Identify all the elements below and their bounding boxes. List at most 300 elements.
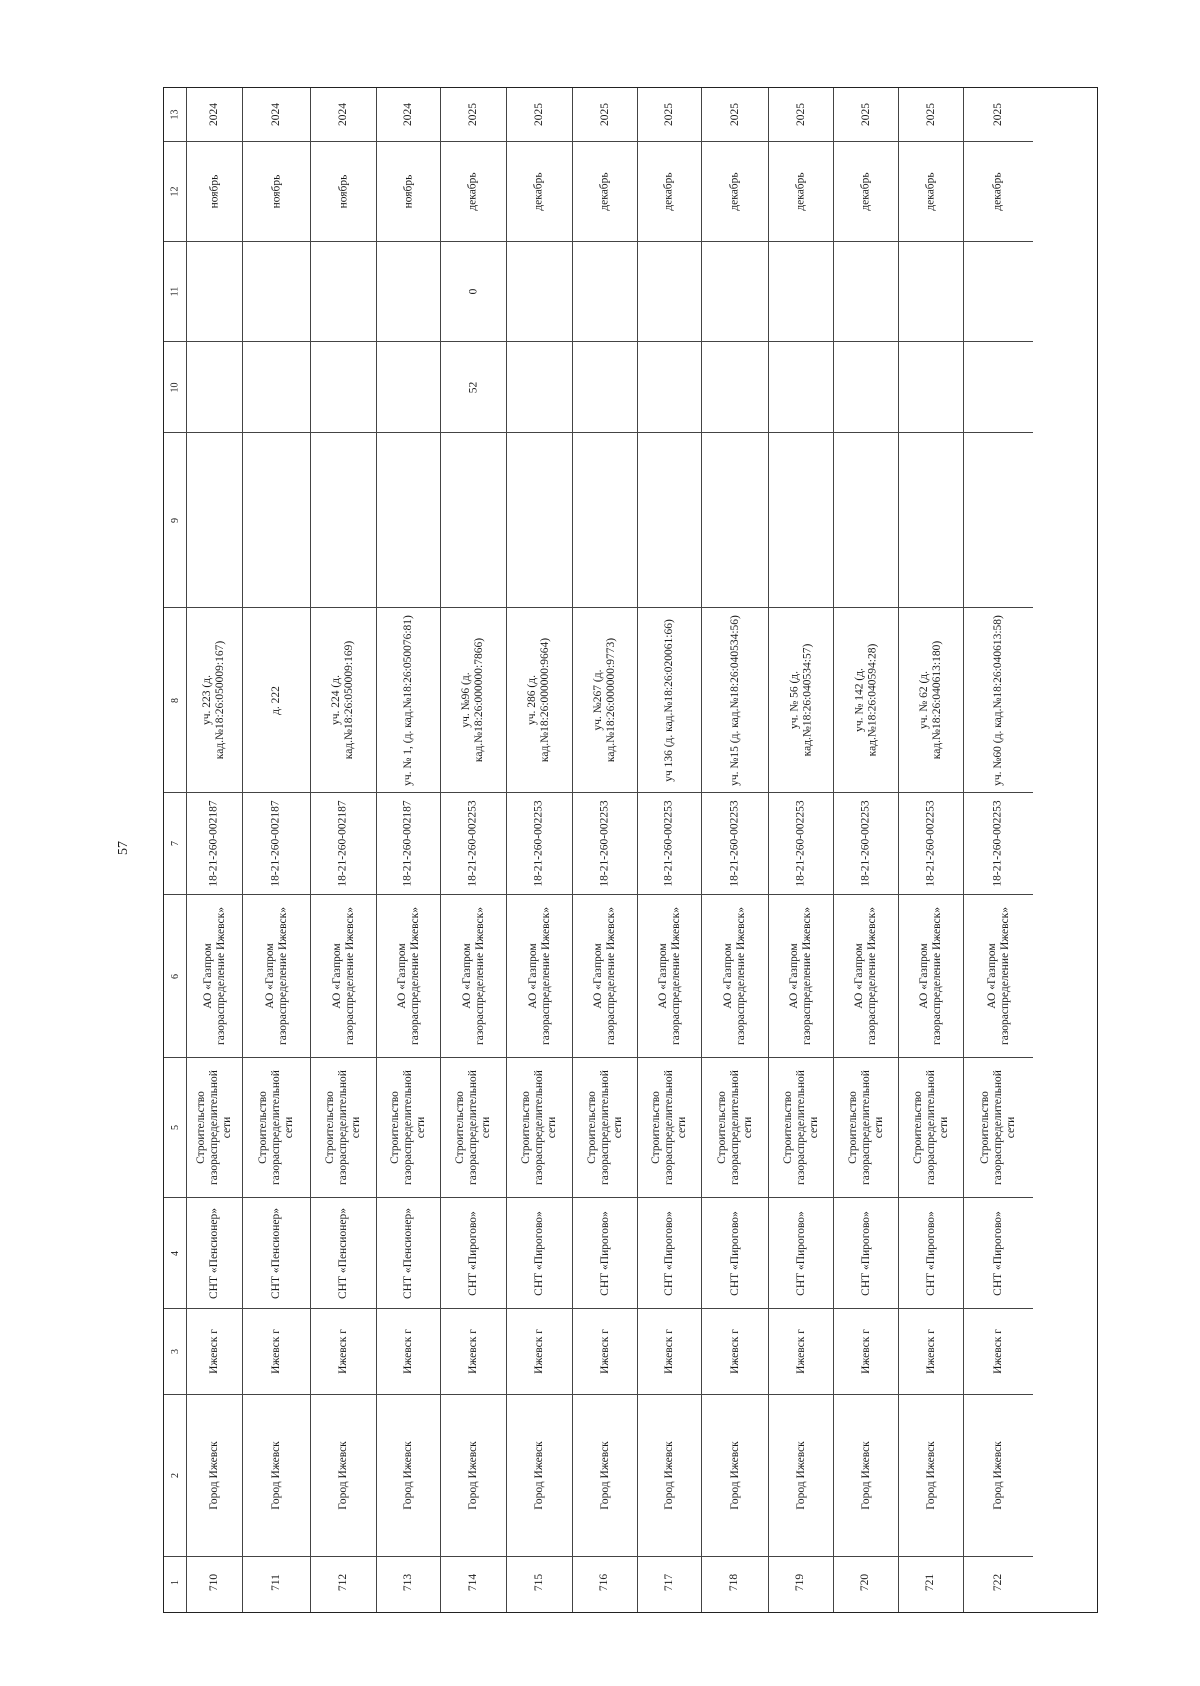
- col-locality-cell: [441, 1308, 506, 1394]
- col-year-text: 2025: [598, 103, 611, 126]
- col-municipality-text: Город Ижевск: [728, 1441, 741, 1510]
- col-plot-cell: [769, 607, 833, 792]
- col-work-text: 5: [169, 1125, 181, 1130]
- col-municipality-text: Город Ижевск: [794, 1441, 807, 1510]
- col-9-cell: [164, 432, 186, 607]
- col-municipality-text: Город Ижевск: [924, 1441, 937, 1510]
- col-work-text: Строительство газораспределительной сети: [715, 1070, 754, 1185]
- col-plot-text: д. 222: [269, 685, 282, 715]
- col-municipality-text: Город Ижевск: [663, 1441, 676, 1510]
- col-11-cell: [441, 241, 506, 341]
- table-row: [898, 88, 963, 1612]
- col-month-text: декабрь: [794, 172, 807, 211]
- col-organization-cell: [702, 894, 768, 1057]
- col-locality-cell: [834, 1308, 898, 1394]
- col-locality-text: Ижевск г: [794, 1329, 807, 1374]
- col-11-cell: [638, 241, 701, 341]
- col-permit-text: 18-21-260-002253: [663, 800, 675, 887]
- col-month-cell: [899, 141, 963, 241]
- col-year-text: 13: [169, 109, 181, 120]
- col-9-cell: [702, 432, 768, 607]
- col-plot-cell: [638, 607, 701, 792]
- col-11-cell: [164, 241, 186, 341]
- col-snt-text: 4: [169, 1250, 181, 1256]
- col-permit-cell: [243, 792, 310, 894]
- col-year-text: 2025: [859, 103, 872, 126]
- col-snt-text: СНТ «Пирогово»: [859, 1210, 872, 1296]
- col-locality-cell: [899, 1308, 963, 1394]
- col-locality-text: Ижевск г: [598, 1329, 611, 1374]
- table-row: [637, 88, 701, 1612]
- col-plot-cell: [899, 607, 963, 792]
- col-plot-cell: [377, 607, 440, 792]
- col-plot-text: уч. № 56 (д. кад.№18:26:040534:57): [788, 643, 814, 757]
- col-plot-cell: [573, 607, 637, 792]
- col-organization-text: АО «Газпром газораспределение Ижевск»: [330, 907, 356, 1045]
- col-month-text: декабрь: [924, 172, 937, 211]
- col-organization-text: АО «Газпром газораспределение Ижевск»: [395, 907, 421, 1045]
- col-month-cell: [769, 141, 833, 241]
- col-plot-text: уч. №60 (д. кад.№18:26:040613:58): [992, 614, 1005, 786]
- col-work-cell: [702, 1057, 768, 1197]
- col-snt-text: СНТ «Пирогово»: [728, 1210, 741, 1296]
- col-11-text: 0: [467, 288, 479, 295]
- col-work-cell: [243, 1057, 310, 1197]
- col-11-cell: [187, 241, 242, 341]
- col-snt-text: СНТ «Пирогово»: [467, 1210, 479, 1296]
- col-locality-text: Ижевск г: [269, 1329, 282, 1374]
- col-plot-cell: [834, 607, 898, 792]
- col-9-cell: [573, 432, 637, 607]
- col-9-cell: [507, 432, 572, 607]
- col-permit-text: 18-21-260-002187: [270, 800, 282, 887]
- col-number-cell: [769, 1556, 833, 1608]
- col-municipality-text: Город Ижевск: [337, 1441, 350, 1510]
- col-organization-text: 6: [169, 973, 181, 979]
- col-month-cell: [187, 141, 242, 241]
- col-municipality-cell: [164, 1394, 186, 1556]
- table-row: [833, 88, 898, 1612]
- col-10-cell: [769, 341, 833, 432]
- col-10-cell: [441, 341, 506, 432]
- col-month-cell: [834, 141, 898, 241]
- col-10-cell: [702, 341, 768, 432]
- col-locality-cell: [702, 1308, 768, 1394]
- header-row: [164, 88, 186, 1612]
- col-snt-text: СНТ «Пирогово»: [598, 1210, 611, 1296]
- col-11-cell: [311, 241, 376, 341]
- col-plot-cell: [441, 607, 506, 792]
- col-plot-cell: [187, 607, 242, 792]
- col-year-cell: [164, 88, 186, 141]
- col-work-text: Строительство газораспределительной сети: [650, 1070, 689, 1185]
- col-year-text: 2024: [270, 103, 282, 126]
- col-work-text: Строительство газораспределительной сети: [585, 1070, 624, 1185]
- col-municipality-cell: [573, 1394, 637, 1556]
- col-snt-cell: [769, 1197, 833, 1308]
- col-municipality-cell: [702, 1394, 768, 1556]
- col-month-text: декабрь: [598, 172, 611, 211]
- col-work-text: Строительство газораспределительной сети: [520, 1070, 559, 1185]
- col-locality-cell: [243, 1308, 310, 1394]
- col-number-text: 721: [924, 1573, 937, 1592]
- col-number-text: 1: [169, 1580, 181, 1585]
- col-plot-cell: [702, 607, 768, 792]
- col-9-cell: [834, 432, 898, 607]
- col-organization-text: АО «Газпром газораспределение Ижевск»: [592, 907, 617, 1045]
- col-locality-text: Ижевск г: [728, 1329, 741, 1374]
- col-number-text: 714: [467, 1573, 479, 1592]
- col-locality-text: Ижевск г: [859, 1329, 872, 1374]
- col-11-cell: [769, 241, 833, 341]
- col-permit-text: 18-21-260-002187: [402, 800, 414, 887]
- col-organization-text: АО «Газпром газораспределение Ижевск»: [918, 907, 943, 1045]
- col-plot-text: уч. №267 (д. кад.№18:26:000000:9773): [592, 637, 618, 763]
- table-row: [701, 88, 768, 1612]
- col-10-cell: [311, 341, 376, 432]
- col-organization-cell: [441, 894, 506, 1057]
- col-plot-text: уч. 223 (д. кад.№18:26:050009:167): [201, 640, 227, 760]
- col-organization-cell: [187, 894, 242, 1057]
- col-work-text: Строительство газораспределительной сети: [324, 1070, 363, 1185]
- col-plot-text: уч. № 62 (д. кад.№18:26:040613:180): [918, 640, 944, 760]
- col-municipality-text: Город Ижевск: [859, 1441, 872, 1510]
- col-snt-cell: [964, 1197, 1033, 1308]
- col-11-cell: [964, 241, 1033, 341]
- col-year-cell: [441, 88, 506, 141]
- col-work-text: Строительство газораспределительной сети: [257, 1070, 296, 1185]
- col-9-cell: [243, 432, 310, 607]
- col-number-cell: [311, 1556, 376, 1608]
- col-organization-text: АО «Газпром газораспределение Ижевск»: [263, 907, 289, 1045]
- col-work-text: Строительство газораспределительной сети: [846, 1070, 885, 1185]
- col-9-cell: [187, 432, 242, 607]
- col-organization-cell: [243, 894, 310, 1057]
- col-organization-text: АО «Газпром газораспределение Ижевск»: [201, 907, 227, 1045]
- col-month-cell: [243, 141, 310, 241]
- col-work-text: Строительство газораспределительной сети: [454, 1070, 493, 1185]
- col-year-text: 2025: [924, 103, 937, 126]
- col-municipality-text: Город Ижевск: [598, 1441, 611, 1510]
- col-municipality-cell: [377, 1394, 440, 1556]
- col-number-cell: [164, 1556, 186, 1608]
- col-municipality-text: Город Ижевск: [991, 1441, 1004, 1510]
- col-organization-text: АО «Газпром газораспределение Ижевск»: [656, 907, 682, 1045]
- col-work-text: Строительство газораспределительной сети: [781, 1070, 820, 1185]
- col-snt-text: СНТ «Пенсионер»: [402, 1207, 414, 1299]
- col-10-cell: [377, 341, 440, 432]
- col-work-cell: [507, 1057, 572, 1197]
- col-work-text: Строительство газораспределительной сети: [979, 1070, 1018, 1185]
- col-year-cell: [834, 88, 898, 141]
- col-locality-cell: [164, 1308, 186, 1394]
- col-year-text: 2024: [402, 103, 414, 126]
- col-permit-cell: [573, 792, 637, 894]
- col-permit-cell: [164, 792, 186, 894]
- col-10-text: 52: [467, 381, 479, 393]
- col-plot-text: 8: [169, 697, 181, 703]
- col-organization-cell: [573, 894, 637, 1057]
- col-locality-text: Ижевск г: [336, 1329, 349, 1374]
- col-snt-text: СНТ «Пирогово»: [533, 1210, 545, 1296]
- col-work-text: Строительство газораспределительной сети: [389, 1070, 428, 1185]
- col-organization-cell: [638, 894, 701, 1057]
- col-locality-cell: [187, 1308, 242, 1394]
- col-municipality-cell: [507, 1394, 572, 1556]
- col-11-cell: [702, 241, 768, 341]
- col-10-cell: [507, 341, 572, 432]
- col-organization-text: АО «Газпром газораспределение Ижевск»: [526, 907, 552, 1045]
- col-snt-text: СНТ «Пирогово»: [794, 1210, 807, 1296]
- col-organization-cell: [834, 894, 898, 1057]
- col-number-text: 717: [663, 1573, 675, 1592]
- col-work-cell: [377, 1057, 440, 1197]
- col-permit-text: 18-21-260-002253: [992, 800, 1004, 887]
- col-number-text: 713: [402, 1573, 414, 1592]
- col-organization-cell: [164, 894, 186, 1057]
- col-month-text: декабрь: [532, 172, 545, 211]
- col-municipality-cell: [964, 1394, 1033, 1556]
- col-permit-cell: [769, 792, 833, 894]
- col-permit-text: 18-21-260-002253: [467, 800, 479, 887]
- col-number-text: 716: [598, 1573, 611, 1592]
- col-number-cell: [899, 1556, 963, 1608]
- col-month-cell: [164, 141, 186, 241]
- col-number-cell: [441, 1556, 506, 1608]
- col-locality-text: Ижевск г: [991, 1329, 1004, 1374]
- col-permit-text: 18-21-260-002253: [728, 800, 741, 887]
- col-locality-cell: [507, 1308, 572, 1394]
- col-snt-text: СНТ «Пирогово»: [992, 1210, 1004, 1296]
- col-work-cell: [769, 1057, 833, 1197]
- col-plot-text: уч. № 142 (д. кад.№18:26:040594:28): [853, 643, 879, 757]
- col-plot-text: уч. №96 (д. кад.№18:26:000000:7866): [460, 637, 486, 763]
- col-year-text: 2025: [533, 103, 545, 126]
- col-municipality-cell: [769, 1394, 833, 1556]
- col-permit-text: 18-21-260-002253: [924, 800, 937, 887]
- col-locality-text: Ижевск г: [207, 1329, 220, 1374]
- col-month-cell: [507, 141, 572, 241]
- col-work-cell: [187, 1057, 242, 1197]
- col-work-cell: [638, 1057, 701, 1197]
- col-permit-text: 7: [169, 841, 181, 846]
- col-locality-cell: [638, 1308, 701, 1394]
- col-year-text: 2025: [728, 103, 741, 126]
- col-snt-text: СНТ «Пенсионер»: [270, 1207, 282, 1299]
- col-plot-text: уч. 224 (д. кад.№18:26:050009:169): [330, 640, 356, 760]
- col-year-cell: [573, 88, 637, 141]
- col-number-cell: [187, 1556, 242, 1608]
- col-10-cell: [243, 341, 310, 432]
- col-year-cell: [702, 88, 768, 141]
- col-9-cell: [441, 432, 506, 607]
- col-municipality-text: Город Ижевск: [270, 1441, 283, 1510]
- col-snt-cell: [702, 1197, 768, 1308]
- table-row: [572, 88, 637, 1612]
- col-snt-cell: [573, 1197, 637, 1308]
- col-work-cell: [834, 1057, 898, 1197]
- table-row: [963, 88, 1033, 1612]
- col-snt-cell: [311, 1197, 376, 1308]
- col-municipality-text: Город Ижевск: [402, 1441, 415, 1510]
- col-year-text: 2024: [208, 103, 220, 126]
- col-month-cell: [441, 141, 506, 241]
- col-permit-text: 18-21-260-002187: [208, 800, 220, 887]
- col-10-cell: [834, 341, 898, 432]
- col-municipality-text: 2: [169, 1473, 181, 1478]
- col-year-cell: [638, 88, 701, 141]
- col-snt-text: СНТ «Пирогово»: [924, 1210, 937, 1296]
- col-permit-cell: [377, 792, 440, 894]
- col-permit-cell: [702, 792, 768, 894]
- table-row: [506, 88, 572, 1612]
- col-month-text: ноябрь: [336, 174, 349, 209]
- col-plot-text: уч. №15 (д. кад.№18:26:040534:56): [728, 614, 741, 786]
- col-plot-cell: [164, 607, 186, 792]
- col-plot-cell: [507, 607, 572, 792]
- col-month-cell: [964, 141, 1033, 241]
- col-year-text: 2024: [337, 103, 349, 126]
- col-10-cell: [899, 341, 963, 432]
- table-row: [310, 88, 376, 1612]
- col-permit-cell: [638, 792, 701, 894]
- col-locality-cell: [769, 1308, 833, 1394]
- col-locality-text: Ижевск г: [466, 1329, 479, 1374]
- col-9-cell: [769, 432, 833, 607]
- col-number-cell: [638, 1556, 701, 1608]
- col-permit-cell: [187, 792, 242, 894]
- col-locality-text: Ижевск г: [401, 1329, 414, 1374]
- col-11-text: 11: [169, 286, 181, 297]
- col-number-cell: [573, 1556, 637, 1608]
- col-permit-cell: [834, 792, 898, 894]
- col-snt-cell: [899, 1197, 963, 1308]
- col-permit-cell: [964, 792, 1033, 894]
- col-number-text: 722: [992, 1573, 1004, 1592]
- table-row: [440, 88, 506, 1612]
- col-9-cell: [311, 432, 376, 607]
- col-month-cell: [638, 141, 701, 241]
- col-municipality-text: Город Ижевск: [467, 1441, 480, 1510]
- col-organization-cell: [964, 894, 1033, 1057]
- col-snt-text: СНТ «Пенсионер»: [337, 1207, 349, 1299]
- col-number-cell: [243, 1556, 310, 1608]
- col-snt-cell: [243, 1197, 310, 1308]
- col-year-text: 2025: [663, 103, 675, 126]
- col-locality-cell: [311, 1308, 376, 1394]
- col-snt-cell: [834, 1197, 898, 1308]
- col-organization-text: АО «Газпром газораспределение Ижевск»: [788, 907, 813, 1045]
- col-month-text: декабрь: [466, 172, 479, 211]
- table-row: [376, 88, 440, 1612]
- col-municipality-cell: [243, 1394, 310, 1556]
- col-10-cell: [187, 341, 242, 432]
- col-locality-text: Ижевск г: [662, 1329, 675, 1374]
- col-month-text: ноябрь: [269, 174, 282, 209]
- col-permit-text: 18-21-260-002253: [859, 800, 872, 887]
- col-municipality-cell: [311, 1394, 376, 1556]
- col-organization-cell: [311, 894, 376, 1057]
- col-month-text: декабрь: [859, 172, 872, 211]
- col-municipality-text: Город Ижевск: [533, 1441, 546, 1510]
- col-number-text: 715: [533, 1573, 545, 1592]
- col-month-cell: [311, 141, 376, 241]
- col-11-cell: [377, 241, 440, 341]
- col-number-text: 711: [269, 1574, 282, 1591]
- col-municipality-cell: [638, 1394, 701, 1556]
- col-10-cell: [164, 341, 186, 432]
- col-organization-cell: [769, 894, 833, 1057]
- col-month-cell: [377, 141, 440, 241]
- col-permit-cell: [899, 792, 963, 894]
- table-row: [768, 88, 833, 1612]
- col-work-cell: [573, 1057, 637, 1197]
- col-snt-text: СНТ «Пенсионер»: [208, 1207, 220, 1299]
- col-number-cell: [702, 1556, 768, 1608]
- col-municipality-cell: [441, 1394, 506, 1556]
- col-work-cell: [164, 1057, 186, 1197]
- col-permit-cell: [441, 792, 506, 894]
- col-number-cell: [377, 1556, 440, 1608]
- col-number-text: 720: [859, 1573, 872, 1592]
- col-organization-text: АО «Газпром газораспределение Ижевск»: [853, 907, 878, 1045]
- col-organization-text: АО «Газпром газораспределение Ижевск»: [985, 907, 1011, 1045]
- col-month-text: декабрь: [662, 172, 675, 211]
- col-locality-cell: [377, 1308, 440, 1394]
- col-snt-cell: [164, 1197, 186, 1308]
- col-9-cell: [638, 432, 701, 607]
- col-locality-text: Ижевск г: [924, 1329, 937, 1374]
- col-9-cell: [964, 432, 1033, 607]
- col-permit-cell: [311, 792, 376, 894]
- col-number-text: 710: [208, 1573, 220, 1592]
- col-locality-text: 3: [169, 1349, 181, 1354]
- col-permit-text: 18-21-260-002187: [337, 800, 349, 887]
- col-plot-text: уч 136 (д. кад.№18:26:020061:66): [663, 618, 676, 782]
- col-snt-cell: [377, 1197, 440, 1308]
- col-year-cell: [187, 88, 242, 141]
- col-number-cell: [507, 1556, 572, 1608]
- col-month-text: декабрь: [728, 172, 741, 211]
- col-10-text: 10: [169, 382, 181, 392]
- table-row: [186, 88, 242, 1612]
- col-year-text: 2025: [992, 103, 1004, 126]
- col-permit-text: 18-21-260-002253: [533, 800, 545, 887]
- col-municipality-text: Город Ижевск: [208, 1441, 221, 1510]
- col-work-text: Строительство газораспределительной сети: [195, 1070, 234, 1185]
- col-number-text: 718: [728, 1573, 741, 1592]
- col-10-cell: [573, 341, 637, 432]
- col-plot-cell: [243, 607, 310, 792]
- page-number: 57: [116, 841, 131, 855]
- col-9-cell: [377, 432, 440, 607]
- col-organization-text: АО «Газпром газораспределение Ижевск»: [460, 907, 486, 1045]
- col-month-text: ноябрь: [401, 174, 414, 209]
- table-row: [242, 88, 310, 1612]
- col-month-cell: [702, 141, 768, 241]
- col-organization-text: АО «Газпром газораспределение Ижевск»: [722, 907, 747, 1045]
- col-work-text: Строительство газораспределительной сети: [911, 1070, 950, 1185]
- data-table: [163, 87, 1098, 1613]
- col-year-cell: [964, 88, 1033, 141]
- col-10-cell: [964, 341, 1033, 432]
- col-11-cell: [507, 241, 572, 341]
- col-month-text: ноябрь: [207, 174, 220, 209]
- col-11-cell: [573, 241, 637, 341]
- col-year-cell: [769, 88, 833, 141]
- col-work-cell: [899, 1057, 963, 1197]
- col-locality-cell: [573, 1308, 637, 1394]
